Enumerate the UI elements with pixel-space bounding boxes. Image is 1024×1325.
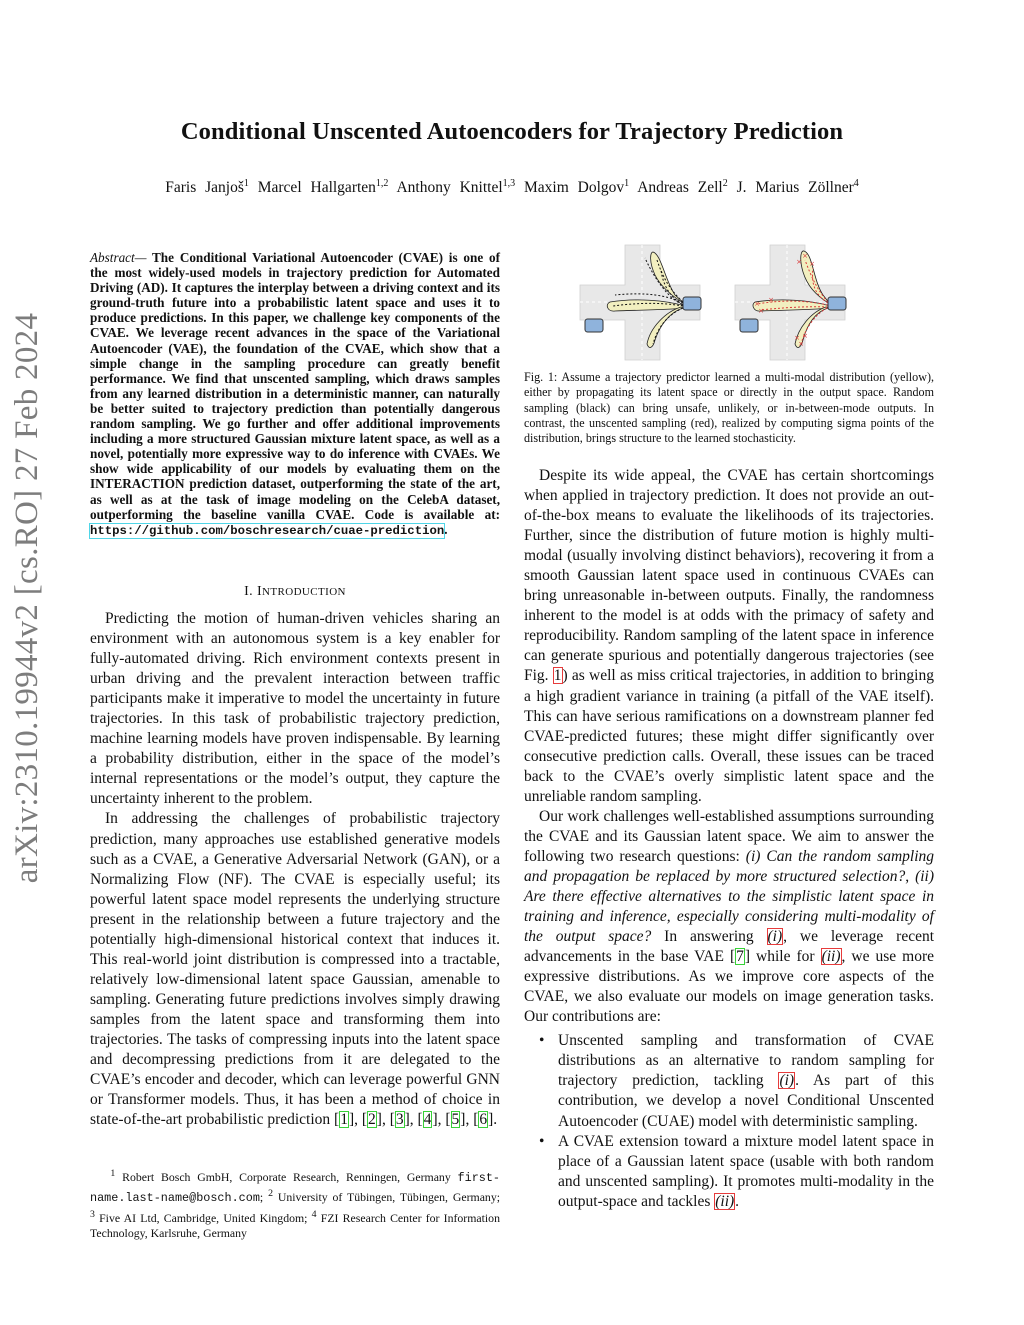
paragraph: Predicting the motion of human-driven vehicles sharing an environment with an autonomous system is a key enabler for fully-automated driving. Rich environment contexts present in urban driving and the prevalent interaction between traffic participants make it imperative to model the uncertainty in future trajectories. In this task of probabilistic trajectory prediction, machine learning models have proven indispensable. By learning a probability distribution, either in the space of the model’s internal representations or the model’s output, they capture the uncertainty inherent to the problem. bbox=[90, 610, 500, 808]
svg-text:×: × bbox=[758, 307, 764, 315]
intro-text bbox=[90, 609, 500, 1130]
paper-title: Conditional Unscented Autoencoders for Trajectory Prediction bbox=[180, 118, 844, 145]
question-ref-link[interactable]: (i) bbox=[779, 1072, 795, 1090]
figure-1-illustration bbox=[575, 240, 885, 365]
author: Marcel Hallgarten$^{1,2}$ bbox=[257, 178, 389, 197]
citation-link[interactable]: 7 bbox=[736, 948, 744, 966]
email-address: first-name.last-name@bosch.com bbox=[90, 1170, 501, 1206]
citation-link[interactable]: 4 bbox=[423, 1111, 432, 1129]
paragraph: Despite its wide appeal, the CVAE has certain shortcomings when applied in trajectory prediction. It does not provide an out-of-the-box means to evaluate the likelihoods of its trajectories. Further, since the distribution of future motion is highly multi-modal (usually involving distinct behaviors), recovering it from a smooth Gaussian latent space used in continuous CVAEs can bring unreasonable in-between outputs. Finally, the randomness inherent to the model is at odds with the primacy of safety and reproducibility. Random sampling of the latent space in inference can generate spurious and potentially dangerous trajectories (see Fig. 1) as well as miss critical trajectories, in addition to bringing a high gradient variance in training (a pitfall of the VAE itself). This can have serious ramifications on a downstream planner fed CVAE-predicted futures; these might differ significantly over consecutive prediction calls. Overall, these issues can be traced back to the CVAE’s overly simplistic latent space and the unreliable random sampling. bbox=[524, 467, 934, 805]
svg-text:×: × bbox=[768, 296, 774, 304]
svg-text:×: × bbox=[809, 260, 815, 268]
citation-link[interactable]: 1 bbox=[340, 1111, 348, 1129]
author-list bbox=[0, 178, 1024, 197]
svg-text:×: × bbox=[794, 334, 800, 342]
question-ref-link[interactable]: (i) bbox=[767, 928, 783, 946]
contributions-list bbox=[524, 1031, 934, 1211]
abstract: Abstract— The Conditional Variational Autoencoder (CVAE) is one of the most widely-used models in trajectory prediction for Automated Driving (AD). It captures the interplay between a driving context and its ground-truth future into a probabilistic latent space and uses it to produce predictions. In this paper, we challenge key components of the CVAE. We leverage recent advances in the space of the Variational Autoencoder (VAE), the foundation of the CVAE, which show that a simple change in the sampling procedure can greatly benefit performance. We find that unscented sampling, which draws samples from any learned distribution in a deterministic manner, can naturally be better suited to trajectory prediction than potentially dangerous random sampling. We go further and offer additional improvements including a more structured Gaussian mixture latent space, as well as a novel, potentially more expressive way to do inference with CVAEs. We show wide applicability of our models by evaluating them on the INTERACTION prediction dataset, outperforming the state of the art, as well as at the task of image modeling on the CelebA dataset, outperforming the baseline vanilla CVAE. Code is available at: https://github.com/boschresearch/cuae-prediction. bbox=[90, 250, 500, 538]
svg-text:×: × bbox=[796, 258, 802, 266]
svg-text:×: × bbox=[802, 332, 808, 340]
svg-text:×: × bbox=[798, 340, 804, 348]
vehicle-icon bbox=[828, 297, 846, 310]
paragraph: In addressing the challenges of probabilistic trajectory prediction, many approaches use established generative models such as a CVAE, a Generative Adversarial Network (GAN), or a Normalizing Flow (NF). The CVAE is especially useful; its powerful latent space model represents the underlying structure present in the relationship between a future trajectory and the potentially high-dimensional historical context that induces it. This real-world joint distribution is compressed into a tractable, relatively low-dimensional latent space Gaussian, amenable to sampling. Generating future predictions involves simply drawing samples from the latent space and transforming them into trajectories. The tasks of compressing inputs into the latent space and decompressing predictions from it are delegated to the CVAE’s encoder and decoder, which can leverage powerful GNN or Transformer models. Thus, it has been a method of choice in state-of-the-art probabilistic prediction [1], [2], [3], [4], [5], [6]. bbox=[90, 810, 500, 1129]
intersection-left bbox=[580, 245, 701, 360]
abstract-text: The Conditional Variational Autoencoder (CVAE) is one of the most widely-used models in trajectory prediction for Automated Driving (AD). It captures the interplay between a driving context and its ground-truth future into a probabilistic latent space and uses it to produce predictions. In this paper, we challenge key components of the CVAE. We leverage recent advances in the space of the Variational Autoencoder (VAE), the foundation of the CVAE, which show that a simple change in the sampling procedure can greatly benefit performance. We find that unscented sampling, which draws samples from any learned distribution in a deterministic manner, can naturally be better suited to trajectory prediction than potentially dangerous random sampling. We go further and offer additional improvements including a more structured Gaussian mixture latent space, as well as a novel, potentially more expressive way to do inference with CVAEs. We show wide applicability of our models by evaluating them on the INTERACTION prediction dataset, outperforming the state of the art, as well as at the task of image modeling on the CelebA dataset, outperforming the baseline vanilla CVAE. Code is available at: bbox=[90, 250, 500, 522]
figure-caption: Fig. 1: Assume a trajectory predictor learned a multi-modal distribution (yellow), either by propagating its latent space or directly in the output space. Random sampling (black) can bring unsafe, unlikely, or in-between-mode outputs. In contrast, the unscented sampling (red), realized by computing sigma points of the distribution, brings structure to the learned stochasticity. bbox=[524, 370, 934, 446]
author: J. Marius Zöllner$^4$ bbox=[736, 178, 859, 197]
paragraph: Our work challenges well-established assumptions surrounding the CVAE and its Gaussian latent space. We aim to answer the following two research questions: (i) Can the random sampling and propagation be replaced by more structured selection?, (ii) Are there effective alternatives to the simplistic latent space in training and inference, especially considering multi-modality of the output space? In answering (i), we leverage recent advancements in the base VAE [7] while for (ii), we use more expressive distributions. As we improve core aspects of the CVAE, we also evaluate our models on image generation tasks. Our contributions are: bbox=[524, 807, 935, 1026]
author: Faris Janjoš$^1$ bbox=[165, 178, 249, 197]
svg-text:×: × bbox=[754, 300, 760, 308]
list-item: • A CVAE extension toward a mixture model latent space in place of a Gaussian latent space (usable with both random and unscented sampling). It promotes multi-modality in the output-space and tackles (ii). bbox=[539, 1132, 934, 1210]
vehicle-icon bbox=[683, 297, 701, 310]
abstract-label: Abstract— bbox=[90, 250, 147, 265]
affiliation-footnote: $^1$ Robert Bosch GmbH, Corporate Research, Renningen, Germany first-name.last-name@bosch.com; $^2$ University of Tübingen, Tübingen, Germany; $^3$ Five AI Ltd, Cambridge, United Kingdom; $^4$ FZI Research Center for Information Technology, Karlsruhe, Germany bbox=[90, 1168, 501, 1241]
figure-ref-link[interactable]: 1 bbox=[553, 667, 562, 685]
author: Maxim Dolgov$^1$ bbox=[524, 178, 630, 197]
vehicle-icon bbox=[585, 319, 603, 332]
list-item: • Unscented sampling and transformation of CVAE distributions as an alternative to random sampling for trajectory prediction, tackling (i). As part of this contribution, we develop a novel Conditional Unscented Autoencoder (CUAE) model with deterministic sampling. bbox=[539, 1032, 934, 1130]
citation-link[interactable]: 6 bbox=[479, 1111, 488, 1129]
svg-text:×: × bbox=[802, 252, 808, 260]
question-ref-link[interactable]: (ii) bbox=[715, 1192, 735, 1210]
citation-link[interactable]: 5 bbox=[451, 1111, 460, 1129]
vehicle-icon bbox=[740, 319, 758, 332]
question-ref-link[interactable]: (ii) bbox=[821, 948, 841, 966]
figure-label: Fig. 1: bbox=[524, 370, 558, 384]
arxiv-stamp: arXiv:2310.19944v2 [cs.RO] 27 Feb 2024 bbox=[9, 312, 45, 884]
author: Anthony Knittel$^{1,3}$ bbox=[396, 178, 516, 197]
code-link[interactable]: https://github.com/boschresearch/cuae-prediction bbox=[90, 523, 445, 538]
intersection-right bbox=[735, 245, 846, 360]
citation-link[interactable]: 3 bbox=[395, 1111, 404, 1129]
section-heading: I. INTRODUCTION bbox=[244, 584, 346, 599]
author: Andreas Zell$^2$ bbox=[637, 178, 728, 197]
right-column-text bbox=[524, 466, 934, 1212]
citation-link[interactable]: 2 bbox=[368, 1111, 376, 1129]
citation-group: [1], [2], [3], [4], [5], [6]. bbox=[334, 1111, 498, 1129]
